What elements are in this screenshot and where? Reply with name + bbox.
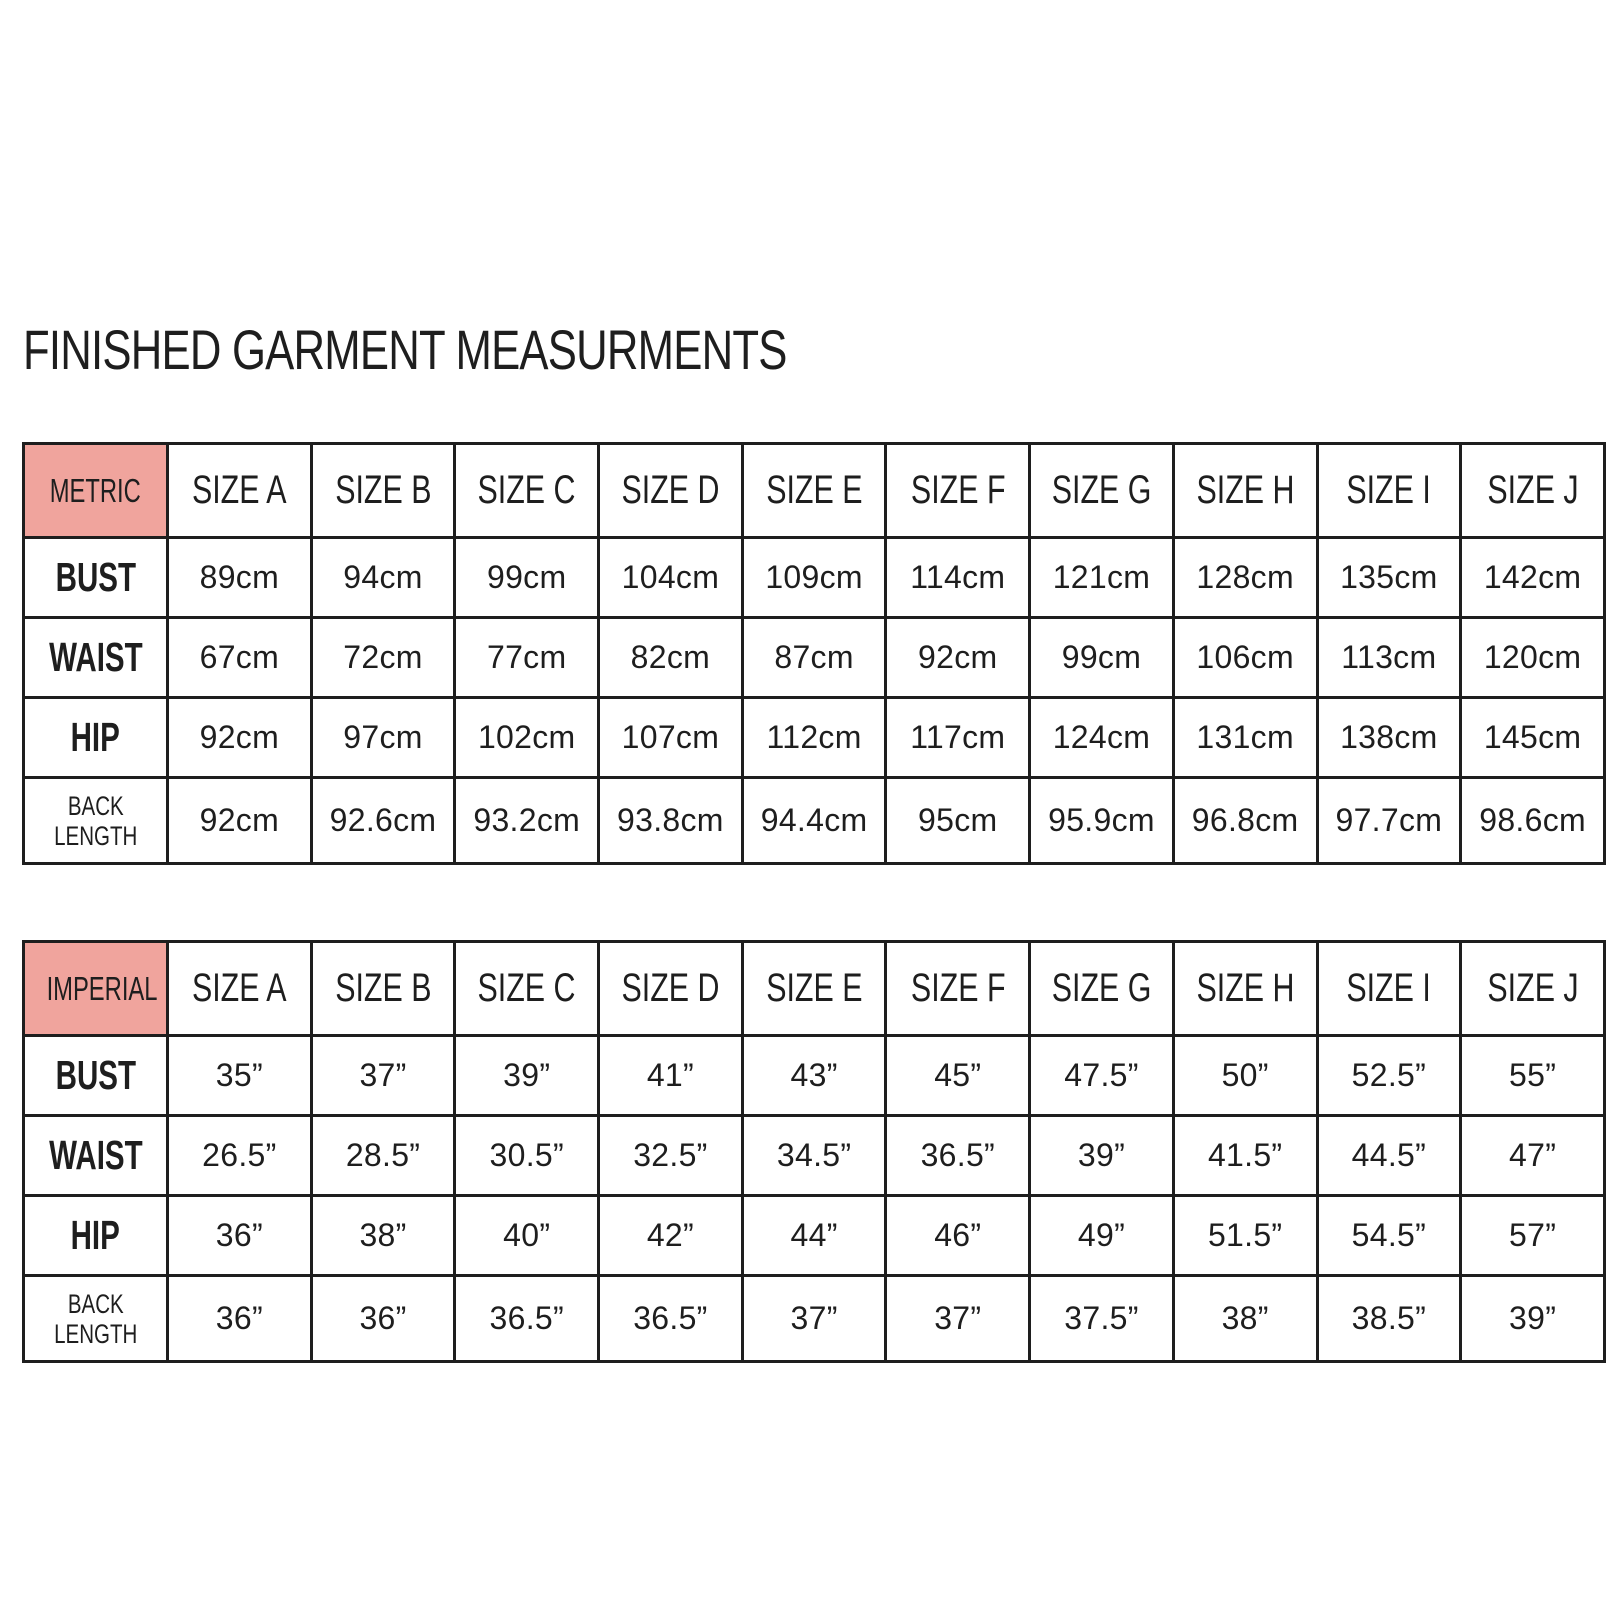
size-header [168,942,312,1036]
table-row [24,538,1605,618]
measurement-value: 145cm [1461,698,1605,778]
measurement-value: 44.5” [1317,1116,1461,1196]
measurement-value: 42” [599,1196,743,1276]
measurement-value: 41” [599,1036,743,1116]
measurement-value: 47.5” [1030,1036,1174,1116]
measurement-value: 36” [311,1276,455,1362]
size-header [599,942,743,1036]
size-header-label: SIZE I [1346,468,1432,512]
table-row [24,1036,1605,1116]
measurement-value: 107cm [599,698,743,778]
measurement-value: 39” [455,1036,599,1116]
row-label: HIP [70,1212,121,1258]
measurement-value: 92.6cm [311,778,455,864]
size-header-label: SIZE D [621,468,720,512]
row-label: BUST [55,1052,136,1098]
measurement-value: 36” [168,1196,312,1276]
page-title: FINISHED GARMENT MEASURMENTS [23,318,787,381]
measurement-value: 106cm [1173,618,1317,698]
row-label: BUST [55,554,136,600]
measurement-value: 47” [1461,1116,1605,1196]
measurement-value: 102cm [455,698,599,778]
size-header [1030,942,1174,1036]
table-row [24,1276,1605,1362]
size-header-label: SIZE B [334,966,432,1010]
table-row [24,698,1605,778]
unit-label-cell [24,942,168,1036]
size-header [742,942,886,1036]
size-header [886,444,1030,538]
measurement-value: 36” [168,1276,312,1362]
measurement-value: 38” [1173,1276,1317,1362]
measurement-value: 41.5” [1173,1116,1317,1196]
measurement-value: 28.5” [311,1116,455,1196]
measurement-value: 46” [886,1196,1030,1276]
metric-measurements-table [22,442,1606,865]
measurement-value: 77cm [455,618,599,698]
row-label-line1: BACK [67,790,124,821]
measurement-value: 37.5” [1030,1276,1174,1362]
size-header [455,444,599,538]
measurement-value: 99cm [455,538,599,618]
table-row [24,1196,1605,1276]
measurement-value: 36.5” [455,1276,599,1362]
size-header-label: SIZE G [1051,966,1152,1010]
measurement-value: 117cm [886,698,1030,778]
measurement-value: 52.5” [1317,1036,1461,1116]
measurement-value: 50” [1173,1036,1317,1116]
row-label-cell [24,1116,168,1196]
size-header-label: SIZE H [1196,966,1295,1010]
measurement-value: 94cm [311,538,455,618]
size-header-label: SIZE J [1486,468,1579,512]
size-header [1173,942,1317,1036]
measurement-value: 95.9cm [1030,778,1174,864]
measurement-value: 128cm [1173,538,1317,618]
row-label-cell [24,1196,168,1276]
size-header [886,942,1030,1036]
row-label: WAIST [48,1132,143,1178]
measurement-value: 44” [742,1196,886,1276]
header-row [24,444,1605,538]
imperial-measurements-table [22,940,1606,1363]
measurement-value: 30.5” [455,1116,599,1196]
unit-label-cell [24,444,168,538]
measurement-value: 135cm [1317,538,1461,618]
measurement-value: 92cm [168,778,312,864]
row-label-cell [24,1036,168,1116]
measurement-value: 97cm [311,698,455,778]
measurement-value: 99cm [1030,618,1174,698]
measurement-value: 40” [455,1196,599,1276]
measurement-value: 96.8cm [1173,778,1317,864]
measurement-value: 120cm [1461,618,1605,698]
row-label-line2: LENGTH [53,820,138,851]
measurement-value: 94.4cm [742,778,886,864]
size-header-label: SIZE B [334,468,432,512]
measurement-value: 54.5” [1317,1196,1461,1276]
measurement-value: 39” [1461,1276,1605,1362]
measurement-value: 112cm [742,698,886,778]
size-header [1317,444,1461,538]
measurement-value: 113cm [1317,618,1461,698]
size-header-label: SIZE F [910,966,1006,1010]
size-header [455,942,599,1036]
measurement-value: 35” [168,1036,312,1116]
measurement-value: 131cm [1173,698,1317,778]
measurement-value: 49” [1030,1196,1174,1276]
header-row [24,942,1605,1036]
measurement-value: 92cm [886,618,1030,698]
size-header-label: SIZE H [1196,468,1295,512]
size-header-label: SIZE C [477,966,576,1010]
measurement-value: 67cm [168,618,312,698]
size-header-label: SIZE C [477,468,576,512]
row-label: HIP [70,714,121,760]
measurement-value: 87cm [742,618,886,698]
table-row [24,1116,1605,1196]
size-header-label: SIZE A [192,966,287,1010]
size-header [1461,942,1605,1036]
measurement-value: 95cm [886,778,1030,864]
measurement-value: 89cm [168,538,312,618]
measurement-value: 72cm [311,618,455,698]
unit-label: IMPERIAL [46,969,158,1007]
measurement-value: 37” [886,1276,1030,1362]
measurement-value: 104cm [599,538,743,618]
measurement-value: 138cm [1317,698,1461,778]
measurement-value: 93.2cm [455,778,599,864]
row-label-cell [24,618,168,698]
measurement-value: 82cm [599,618,743,698]
size-header [1461,444,1605,538]
size-header-label: SIZE F [910,468,1006,512]
measurement-value: 32.5” [599,1116,743,1196]
row-label-line1: BACK [67,1288,124,1319]
measurement-value: 98.6cm [1461,778,1605,864]
row-label-line2: LENGTH [53,1318,138,1349]
measurement-value: 37” [742,1276,886,1362]
size-header [742,444,886,538]
measurement-value: 34.5” [742,1116,886,1196]
size-header-label: SIZE G [1051,468,1152,512]
size-header-label: SIZE J [1486,966,1579,1010]
measurement-value: 38.5” [1317,1276,1461,1362]
size-header-label: SIZE A [192,468,287,512]
measurement-value: 43” [742,1036,886,1116]
row-label-cell [24,698,168,778]
measurement-value: 37” [311,1036,455,1116]
measurement-value: 38” [311,1196,455,1276]
measurement-value: 39” [1030,1116,1174,1196]
measurement-value: 93.8cm [599,778,743,864]
size-header-label: SIZE I [1346,966,1432,1010]
measurement-value: 45” [886,1036,1030,1116]
measurement-value: 57” [1461,1196,1605,1276]
size-header-label: SIZE E [765,966,863,1010]
measurement-value: 97.7cm [1317,778,1461,864]
size-header [1317,942,1461,1036]
size-header [599,444,743,538]
measurement-value: 36.5” [886,1116,1030,1196]
size-header [311,942,455,1036]
measurement-value: 114cm [886,538,1030,618]
measurement-value: 92cm [168,698,312,778]
measurement-value: 142cm [1461,538,1605,618]
measurement-value: 109cm [742,538,886,618]
unit-label: METRIC [49,471,142,509]
size-header [168,444,312,538]
measurement-value: 121cm [1030,538,1174,618]
row-label-cell [24,778,168,864]
table-row [24,778,1605,864]
measurement-value: 55” [1461,1036,1605,1116]
size-header-label: SIZE E [765,468,863,512]
measurement-value: 36.5” [599,1276,743,1362]
size-header [1030,444,1174,538]
measurement-value: 124cm [1030,698,1174,778]
row-label-cell [24,538,168,618]
row-label: WAIST [48,634,143,680]
size-header-label: SIZE D [621,966,720,1010]
table-row [24,618,1605,698]
measurement-value: 51.5” [1173,1196,1317,1276]
size-header [311,444,455,538]
measurement-value: 26.5” [168,1116,312,1196]
row-label-cell [24,1276,168,1362]
size-header [1173,444,1317,538]
